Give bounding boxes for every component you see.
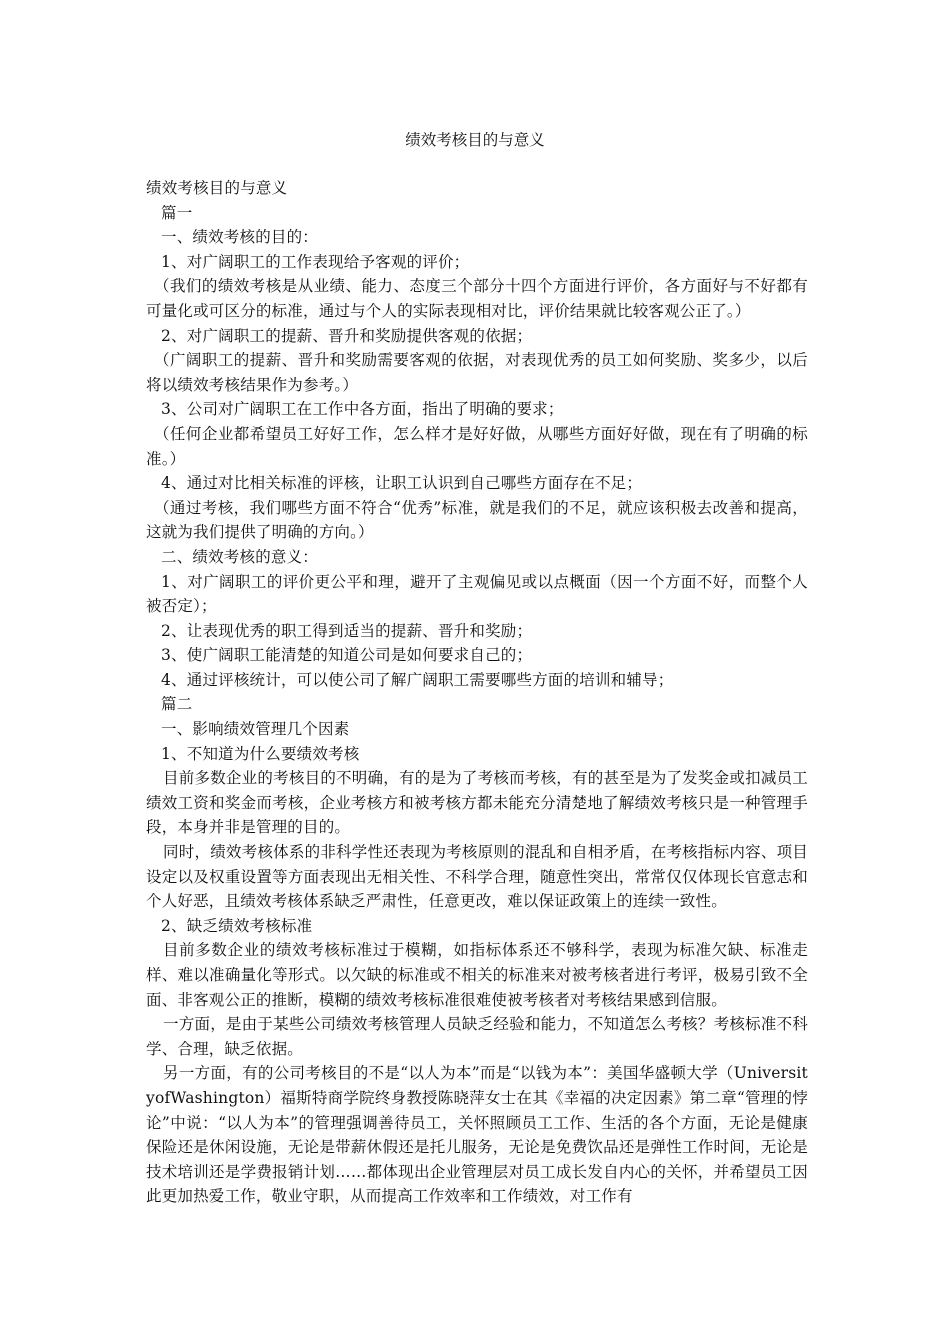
paragraph: 2、对广阔职工的提薪、晋升和奖励提供客观的依据； (161, 326, 533, 345)
paragraph: 3、公司对广阔职工在工作中各方面，指出了明确的要求； (161, 400, 564, 419)
document-title: 绩效考核目的与意义 (405, 131, 545, 149)
paragraph: 3、使广阔职工能清楚的知道公司是如何要求自己的； (161, 646, 533, 665)
paragraph: （通过考核，我们哪些方面不符合“优秀”标准，就是我们的不足，就应该积极去改善和提高，这就为我们提供了明确的方向。） (146, 498, 808, 542)
paragraph: （我们的绩效考核是从业绩、能力、态度三个部分十四个方面进行评价，各方面好与不好都有可量化或可区分的标准，通过与个人的实际表现相对比，评价结果就比较客观公正了。） (146, 277, 808, 320)
paragraph: （广阔职工的提薪、晋升和奖励需要客观的依据，对表现优秀的员工如何奖励、奖多少，以后将以绩效考核结果作为参考。） (146, 351, 808, 394)
paragraph: 一、影响绩效管理几个因素 (161, 720, 350, 739)
paragraph: 1、不知道为什么要绩效考核 (161, 744, 360, 763)
paragraph: 2、让表现优秀的职工得到适当的提薪、晋升和奖励； (161, 621, 533, 640)
paragraph: 另一方面，有的公司考核目的不是“以人为本”而是“以钱为本”：美国华盛顿大学（UniversityofWashington）福斯特商学院终身教授陈晓萍女士在其《幸福的决定因素》第二章“管理的悖论”中说：“以人为本”的管理强调善待员工，关怀照顾员工工作、生活的各个方面，无论是健康保险还是休闲设施，无论是带薪休假还是托儿服务，无论是免费饮品还是弹性工作时间，无论是技术培训还是学费报销计划……都体现出企业管理层对员工成长发自内心的关怀，并希望员工因此更加热爱工作，敬业守职，从而提高工作效率和工作绩效，对工作有 (146, 1064, 808, 1206)
paragraph: （任何企业都希望员工好好工作，怎么样才是好好做，从哪些方面好好做，现在有了明确的标准。） (146, 424, 808, 468)
paragraph: 篇一 (161, 203, 193, 222)
paragraph: 1、对广阔职工的评价更公平和理，避开了主观偏见或以点概面（因一个方面不好，而整个人被否定）； (146, 572, 808, 616)
paragraph: 一方面，是由于某些公司绩效考核管理人员缺乏经验和能力，不知道怎么考核？考核标准不科学、合理，缺乏依据。 (146, 1015, 808, 1058)
paragraph: 4、通过评核统计，可以使公司了解广阔职工需要哪些方面的培训和辅导； (161, 670, 674, 689)
paragraph: 篇二 (161, 695, 193, 714)
paragraph: 目前多数企业的考核目的不明确，有的是为了考核而考核，有的甚至是为了发奖金或扣减员工绩效工资和奖金而考核，企业考核方和被考核方都未能充分清楚地了解绩效考核只是一种管理手段，本身并非是管理的目的。 (146, 769, 808, 837)
paragraph: 二、绩效考核的意义： (161, 547, 319, 566)
paragraph: 绩效考核目的与意义 (146, 179, 288, 197)
paragraph: 一、绩效考核的目的： (161, 228, 319, 247)
paragraph: 同时，绩效考核体系的非科学性还表现为考核原则的混乱和自相矛盾，在考核指标内容、项目设定以及权重设置等方面表现出无相关性、不科学合理，随意性突出，常常仅仅体现长官意志和个人好恶，且绩效考核体系缺乏严肃性，任意更改，难以保证政策上的连续一致性。 (146, 843, 808, 911)
paragraph: 2、缺乏绩效考核标准 (161, 916, 313, 935)
paragraph: 4、通过对比相关标准的评核，让职工认识到自己哪些方面存在不足； (161, 474, 643, 493)
paragraph: 1、对广阔职工的工作表现给予客观的评价； (161, 252, 470, 271)
paragraph: 目前多数企业的绩效考核标准过于模糊，如指标体系还不够科学，表现为标准欠缺、标准走样、难以准确量化等形式。以欠缺的标准或不相关的标准来对被考核者进行考评，极易引致不全面、非客观公正的推断，模糊的绩效考核标准很难使被考核者对考核结果感到信服。 (146, 941, 808, 1009)
document-body (146, 176, 808, 1209)
